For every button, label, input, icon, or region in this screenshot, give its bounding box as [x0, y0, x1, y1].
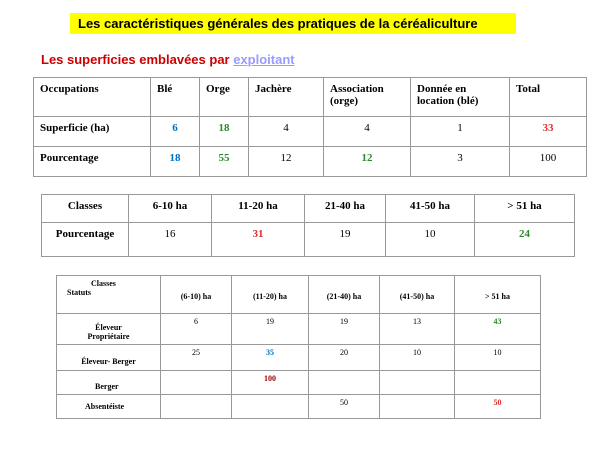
table-cell: 100 — [510, 147, 587, 177]
header-cell: (41-50) ha — [380, 276, 455, 314]
table-cell: 1 — [411, 117, 510, 147]
table-cell: 18 — [200, 117, 249, 147]
table-cell: 4 — [249, 117, 324, 147]
row-label-line: Propriétaire — [87, 332, 130, 341]
table-header-row — [34, 78, 587, 117]
table-row — [57, 395, 541, 419]
table-row — [34, 147, 587, 177]
row-label-line: Éleveur — [95, 323, 122, 332]
table-cell: 20 — [309, 345, 380, 371]
table-cell — [455, 371, 541, 395]
table-cell: 50 — [309, 395, 380, 419]
corner-header-cell — [57, 276, 161, 314]
table-cell: 13 — [380, 314, 455, 345]
header-cell: Association (orge) — [324, 78, 411, 117]
table-row — [57, 345, 541, 371]
table-row — [57, 314, 541, 345]
row-label: Pourcentage — [34, 147, 151, 177]
table-cell: 31 — [212, 223, 305, 257]
header-cell: Donnée en location (blé) — [411, 78, 510, 117]
classes-table — [41, 194, 575, 257]
table-cell: 18 — [151, 147, 200, 177]
table-cell — [161, 371, 232, 395]
page-title: Les caractéristiques générales des pratiques de la céréaliculture — [70, 13, 516, 34]
table-cell: 12 — [324, 147, 411, 177]
occupations-table — [33, 77, 587, 177]
table-cell: 33 — [510, 117, 587, 147]
header-cell: (6-10) ha — [161, 276, 232, 314]
header-cell: Total — [510, 78, 587, 117]
header-cell: (11-20) ha — [232, 276, 309, 314]
header-cell: Jachère — [249, 78, 324, 117]
table-row — [57, 371, 541, 395]
table-cell: 10 — [386, 223, 475, 257]
table-cell — [161, 395, 232, 419]
table-cell — [232, 395, 309, 419]
table-cell: 3 — [411, 147, 510, 177]
table-cell: 4 — [324, 117, 411, 147]
row-label: Absentéiste — [57, 395, 161, 419]
subtitle-link[interactable]: exploitant — [233, 52, 295, 67]
table-cell: 50 — [455, 395, 541, 419]
header-cell: (21-40) ha — [309, 276, 380, 314]
table-cell — [380, 371, 455, 395]
table-cell: 10 — [380, 345, 455, 371]
table-cell: 6 — [151, 117, 200, 147]
table-cell: 19 — [305, 223, 386, 257]
status-table — [56, 275, 541, 419]
header-cell: 11-20 ha — [212, 195, 305, 223]
subtitle-text: Les superficies emblavées par — [41, 52, 234, 67]
header-cell: Classes — [42, 195, 129, 223]
table-cell — [380, 395, 455, 419]
header-cell: > 51 ha — [455, 276, 541, 314]
header-cell: 6-10 ha — [129, 195, 212, 223]
table-cell: 12 — [249, 147, 324, 177]
table-cell: 10 — [455, 345, 541, 371]
table-cell: 55 — [200, 147, 249, 177]
header-cell: 41-50 ha — [386, 195, 475, 223]
row-label: Éleveur- Berger — [57, 345, 161, 371]
table-cell: 25 — [161, 345, 232, 371]
table-cell: 19 — [309, 314, 380, 345]
table-cell: 16 — [129, 223, 212, 257]
section-subtitle — [41, 52, 295, 67]
table-cell: 6 — [161, 314, 232, 345]
corner-statuts-label: Statuts — [67, 288, 92, 297]
header-cell: 21-40 ha — [305, 195, 386, 223]
table-cell — [309, 371, 380, 395]
row-label: Pourcentage — [42, 223, 129, 257]
table-cell: 24 — [475, 223, 575, 257]
header-cell: Blé — [151, 78, 200, 117]
header-cell: Occupations — [34, 78, 151, 117]
table-header-row — [42, 195, 575, 223]
corner-classes-label: Classes — [91, 279, 116, 288]
row-label: Berger — [57, 371, 161, 395]
row-label — [57, 314, 161, 345]
row-label: Superficie (ha) — [34, 117, 151, 147]
table-cell: 43 — [455, 314, 541, 345]
table-cell: 19 — [232, 314, 309, 345]
table-cell: 35 — [232, 345, 309, 371]
table-cell: 100 — [232, 371, 309, 395]
header-cell: > 51 ha — [475, 195, 575, 223]
table-header-row — [57, 276, 541, 314]
header-cell: Orge — [200, 78, 249, 117]
table-row — [34, 117, 587, 147]
table-row — [42, 223, 575, 257]
